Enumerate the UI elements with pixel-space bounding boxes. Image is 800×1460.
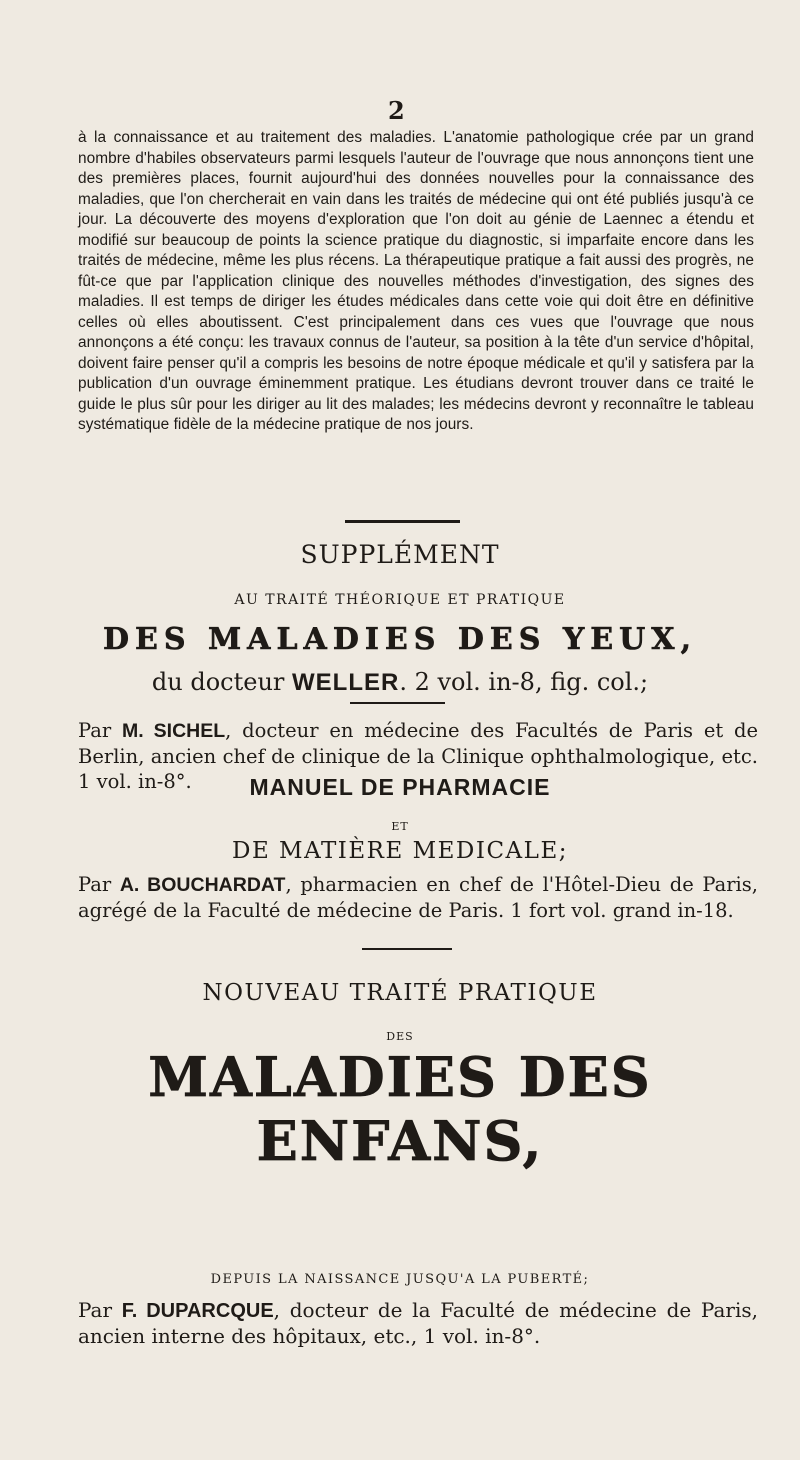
maladies-title: MALADIES DES ENFANS,: [148, 1045, 652, 1173]
bouchardat-entry: [78, 872, 758, 923]
duparcque-author: F. DUPARCQUE: [121, 1300, 274, 1322]
supplement-gothic-title: DES MALADIES DES YEUX,: [102, 622, 698, 657]
sichel-author: M. SICHEL: [121, 720, 226, 742]
section-divider: [350, 702, 445, 704]
weller-suffix: . 2 vol. in-8, fig. col.;: [399, 668, 649, 696]
bouchardat-text: , pharmacien en chef de l'Hôtel-Dieu de Paris, agrégé de la Faculté de médecine de Paris. 1 fort vol. grand in-18.: [78, 873, 759, 922]
weller-line: [0, 668, 800, 697]
section-divider: [345, 520, 460, 523]
section-divider: [362, 948, 452, 950]
bouchardat-prefix: Par: [78, 873, 120, 896]
nouveau-title: NOUVEAU TRAITÉ PRATIQUE: [202, 980, 598, 1006]
manuel-title: MANUEL DE PHARMACIE: [249, 774, 551, 800]
nouveau-des: DES: [386, 1030, 414, 1043]
manuel-subtitle: DE MATIÈRE MEDICALE;: [232, 838, 568, 864]
depuis-line: DEPUIS LA NAISSANCE JUSQU'A LA PUBERTÉ;: [210, 1272, 590, 1287]
weller-author: WELLER: [292, 669, 400, 696]
sichel-text: , docteur en médecine des Facultés de Paris et de Berlin, ancien chef de clinique de la Clinique ophthalmologique, etc. 1 vol. in-8°.: [78, 719, 758, 793]
sichel-prefix: Par: [78, 719, 122, 742]
duparcque-prefix: Par: [78, 1298, 122, 1322]
supplement-title: SUPPLÉMENT: [300, 540, 500, 569]
weller-prefix: du docteur: [151, 668, 292, 696]
intro-paragraph: à la connaissance et au traitement des maladies. L'anatomie pathologique crée par un grand nombre d'habiles observateurs parmi lesquels l'auteur de l'ouvrage que nous annonçons tient une des premières places, fournit aujourd'hui des données nouvelles pour la connaissance des maladies, que l'on chercherait en vain dans les traités de médecine qui ont été publiés jusqu'à ce jour. La découverte des moyens d'exploration que l'on doit au génie de Laennec a étendu et modifié sur beaucoup de points la science pratique du diagnostic, si imparfaite encore dans les traités de médecine, même les plus récens. La thérapeutique pratique a fait aussi des progrès, ne fût-ce que par l'application clinique des nouvelles méthodes d'investigation, des signes des maladies. Il est temps de diriger les études médicales dans cette voie qui doit être en définitive celles où elles aboutissent. C'est principalement dans ces vues que l'ouvrage que nous annonçons a été conçu: les travaux connus de l'auteur, sa position à la tête d'un service d'hôpital, doivent faire penser qu'il a compris les besoins de notre époque médicale et qu'il y satisfera par la publication d'un ouvrage éminemment pratique. Les étudians devront trouver dans ce traité le guide le plus sûr pour les diriger au lit des malades; les médecins devront y reconnaître le tableau systématique fidèle de la médecine pratique de nos jours.: [78, 129, 754, 433]
bouchardat-author: A. BOUCHARDAT: [119, 874, 286, 896]
page-number: 2: [388, 96, 405, 125]
duparcque-entry: [78, 1298, 758, 1349]
supplement-subtitle: AU TRAITÉ THÉORIQUE ET PRATIQUE: [234, 592, 566, 608]
manuel-et: ET: [391, 820, 409, 833]
duparcque-text: , docteur de la Faculté de médecine de Paris, ancien interne des hôpitaux, etc., 1 vol. in-8°.: [78, 1298, 758, 1348]
